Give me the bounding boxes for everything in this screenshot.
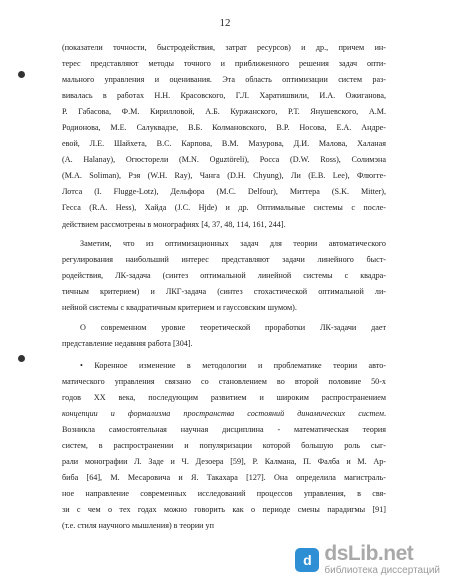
text-line: Заметим, что из оптимизационных задач для теории автоматического bbox=[80, 239, 386, 248]
page-number: 12 bbox=[219, 17, 231, 29]
dslib-logo-icon: d bbox=[295, 548, 319, 572]
text-line: Родионова, М.Е. Салуквадзе, В.Б. Колмановского, В.Р. Носова, Е.А. Андре- bbox=[62, 123, 386, 133]
watermark-brand: dsLib.net bbox=[324, 542, 414, 566]
text-line: систем, в распространении и популяризации которой большую роль сыг- bbox=[62, 441, 386, 451]
paragraph-optimization-tasks bbox=[62, 236, 386, 316]
text-line: регулирования наибольший интерес представляют задачи линейного быст- bbox=[62, 255, 386, 265]
text-line: терес представляют методы точного и приближенного решения задач опти- bbox=[62, 59, 386, 69]
text-line: (т.е. стиля научного мышления) в теории уп bbox=[62, 521, 214, 531]
text-line: (M.A. Soliman), Рэя (W.H. Ray), Чанга (D.H. Chyung), Ли (E.B. Lee), Флюгге- bbox=[62, 171, 386, 181]
text-line: зи с чем о тех годах можно говорить как о периоде смены парадигмы [91] bbox=[62, 505, 386, 515]
text-line: Р. Габасова, Ф.М. Кирилловой, А.Б. Куржанского, Р.Т. Янушевского, А.М. bbox=[62, 107, 386, 117]
text-line: биба [64], М. Месаровича и Я. Такахара [127]. Она определила магистраль- bbox=[62, 473, 386, 483]
text-line: тичным критерием) и ЛКГ-задача (синтез стохастической оптимальной ли- bbox=[62, 287, 386, 297]
text-line: представление недавняя работа [304]. bbox=[62, 339, 193, 349]
watermark-subtitle: библиотека диссертаций bbox=[324, 564, 440, 576]
margin-bullet-mark bbox=[18, 71, 25, 78]
text-line: вивалась в работах Н.Н. Красовского, Г.Л. Харатишвили, И.А. Ожиганова, bbox=[62, 91, 386, 101]
paragraph-state-space bbox=[62, 358, 386, 535]
text-line: • Коренное изменение в методологии и проблематике теории авто- bbox=[80, 361, 386, 370]
dslib-watermark bbox=[295, 543, 440, 576]
text-line: (показатели точности, быстродействия, затрат ресурсов) и др., причем ин- bbox=[62, 43, 386, 52]
text-line: Возникла самостоятельная научная дисциплина - математическая теория bbox=[62, 425, 386, 435]
text-line: ное направление современных исследований процессов управления, в свя- bbox=[62, 489, 386, 499]
text-line: нейной системы с квадратичным критерием и гауссовским шумом). bbox=[62, 303, 297, 313]
text-line: О современном уровне теоретической проработки ЛК-задачи дает bbox=[80, 323, 386, 332]
text-line: рали монографии Л. Заде и Ч. Дезоера [59], Р. Калмана, П. Фалба и М. Ар- bbox=[62, 457, 386, 467]
text-line: матического управления связано со становлением во второй половине 50-х bbox=[62, 377, 386, 387]
text-line: годов XX века, последующим развитием и широким распространением bbox=[62, 393, 386, 403]
text-line: Лотса (I. Flugge-Lotz), Дельфора (M.C. Delfour), Миттера (S.K. Mitter), bbox=[62, 187, 386, 197]
text-line: родействия, ЛК-задача (синтез оптимальной линейной системы с квадра- bbox=[62, 271, 386, 281]
text-line: евой, Л.Е. Шайхета, В.С. Карпова, В.М. Мазурова, Д.И. Малова, Халаная bbox=[62, 139, 386, 149]
text-line: (A. Halanay), Огюсторели (M.N. Oguztöreli), Росса (D.W. Ross), Солимэна bbox=[62, 155, 386, 165]
margin-bullet-mark bbox=[18, 355, 25, 362]
text-line: мального управления и оценивания. Эта область оптимизации систем раз- bbox=[62, 75, 386, 85]
text-line: концепции и формализма пространства состояний динамических систем. bbox=[62, 409, 386, 419]
text-line: действием рассмотрены в монографиях [4, 37, 48, 114, 161, 244]. bbox=[62, 219, 286, 229]
paragraph-lk-problem bbox=[62, 320, 386, 352]
paragraph-optimization-history bbox=[62, 40, 386, 233]
italic-phrase: концепции и формализма пространства состояний динамических систем bbox=[62, 409, 384, 419]
text-line: Гесса (R.A. Hess), Хайда (J.C. Hjde) и др. Оптимальные системы с после- bbox=[62, 203, 386, 213]
